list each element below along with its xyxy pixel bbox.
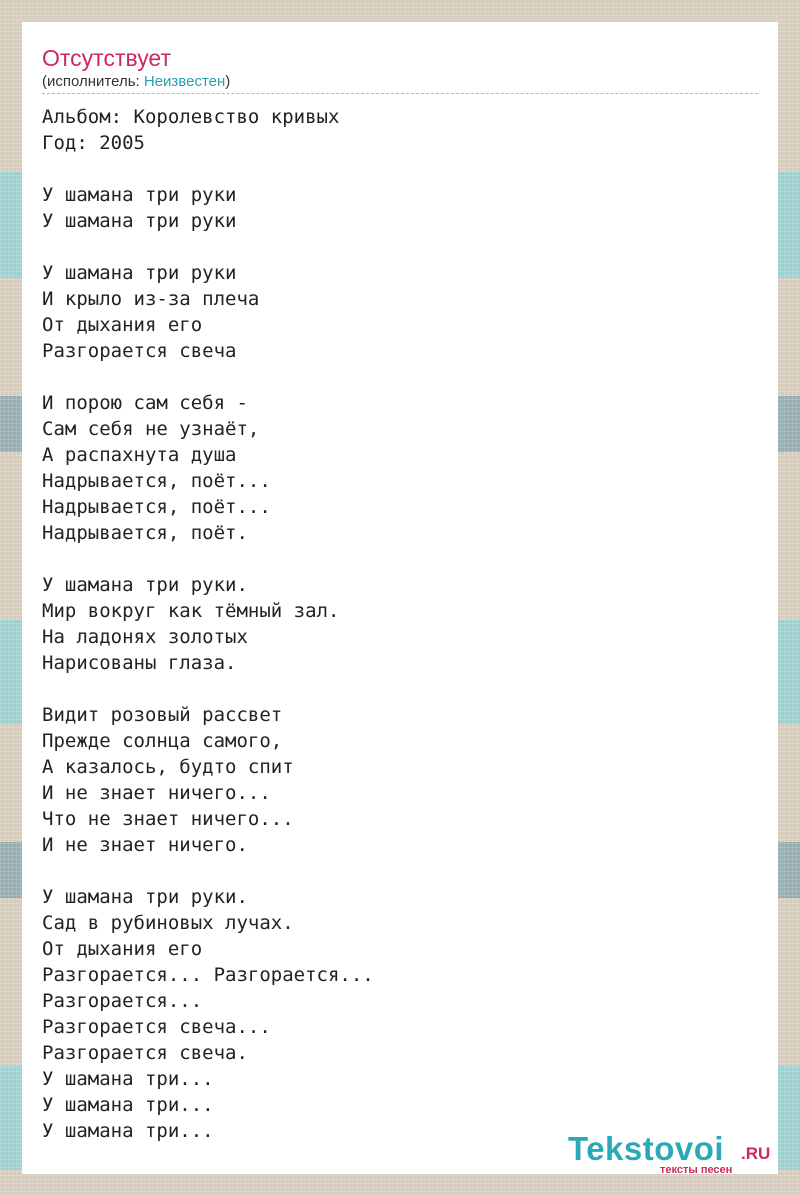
- artist-link[interactable]: Неизвестен: [143, 73, 226, 90]
- artist-line: [42, 73, 230, 91]
- title-divider: [42, 93, 758, 94]
- lyrics-text: Альбом: Королевство кривых Год: 2005 У шамана три руки У шамана три руки У шамана три руки И крыло из-за плеча От дыхания его Разгорается свеча И порою сам себя - Сам себя не узнаёт, А распахнута душа Надрывается, поёт... Надрывается, поёт... Надрывается, поёт. У шамана три руки. Мир вокруг как тёмный зал. На ладонях золотых Нарисованы глаза. Видит розовый рассвет Прежде солнца самого, А казалось, будто спит И не знает ничего... Что не знает ничего... И не знает ничего. У шамана три руки. Сад в рубиновых лучах. От дыхания его Разгорается... Разгорается... Разгорается... Разгорается свеча... Разгорается свеча. У шамана три... У шамана три... У шамана три...: [42, 106, 374, 1142]
- artist-suffix: ): [225, 73, 231, 90]
- site-logo[interactable]: [568, 1130, 778, 1176]
- song-title: Отсутствует: [42, 45, 171, 71]
- lyrics-card: [22, 22, 778, 1174]
- logo-tagline: тексты песен: [660, 1164, 733, 1176]
- logo-domain: .RU: [741, 1144, 771, 1163]
- logo-wordmark: Tekstovoi: [568, 1130, 725, 1167]
- artist-prefix: (исполнитель:: [42, 73, 144, 90]
